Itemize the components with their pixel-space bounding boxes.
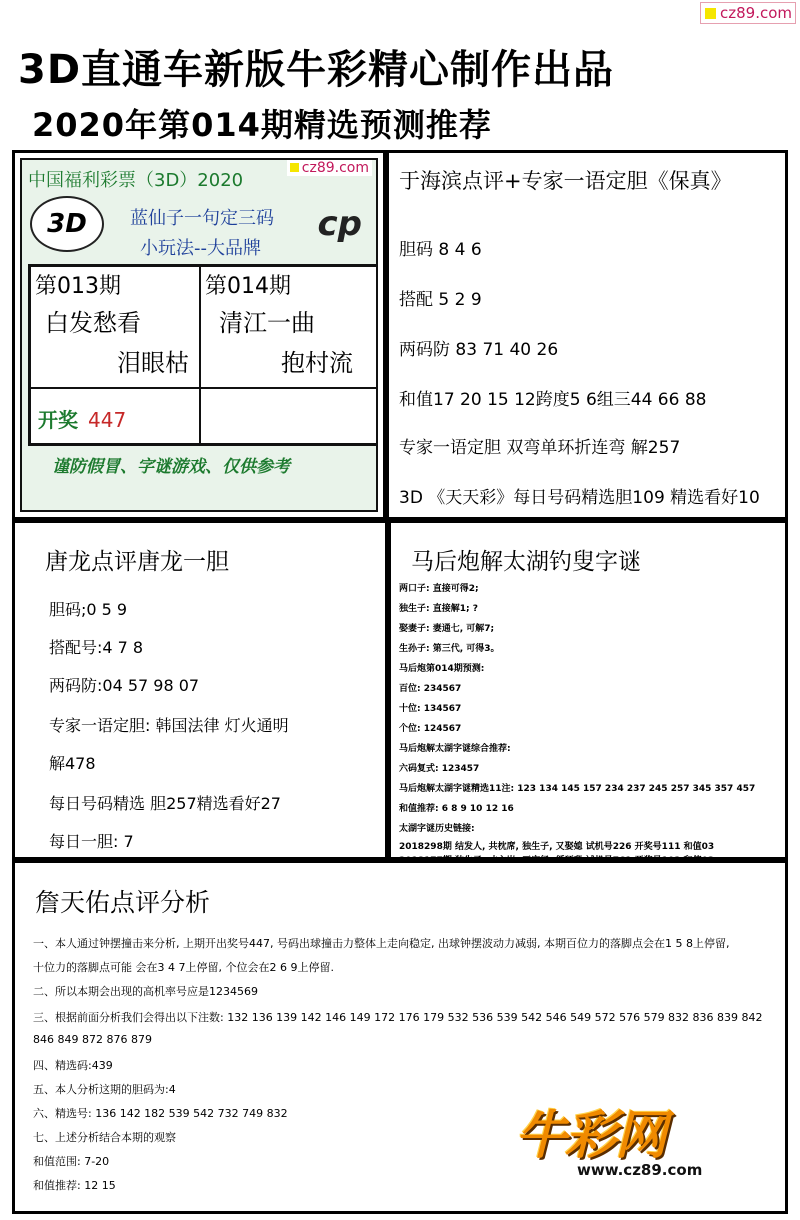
brand-name: 牛彩网 — [515, 1106, 666, 1166]
mahoupao-line: 2018298期 结发人, 共枕席, 独生子, 又娶媳 试机号226 开奖号111 和值03 — [399, 842, 715, 852]
zhan-line: 五、本人分析这期的胆码为:4 — [33, 1083, 176, 1096]
prev-period-cell — [30, 266, 200, 388]
curr-period-cell — [200, 266, 378, 388]
page-title: 3D直通车新版牛彩精心制作出品 — [18, 47, 615, 93]
mahoupao-line: 马后炮解太湖字谜精选11注: 123 134 145 157 234 237 245 257 345 357 457 — [399, 784, 756, 794]
zhan-line: 和值推荐: 12 15 — [33, 1179, 116, 1192]
poster-grid — [28, 264, 378, 446]
zhan-title: 詹天佑点评分析 — [35, 888, 211, 917]
mahoupao-title: 马后炮解太湖钓叟字谜 — [411, 549, 641, 575]
mahoupao-line: 生孙子: 第三代, 可得3。 — [399, 644, 500, 654]
yellow-square-icon — [705, 8, 716, 19]
curr-period: 第014期 — [205, 274, 291, 299]
draw-label: 开奖 — [38, 408, 78, 432]
yuhaibin-panel — [386, 150, 788, 520]
poster-watermark-text: cz89.com — [301, 160, 369, 176]
mahoupao-line: 和值推荐: 6 8 9 10 12 16 — [399, 804, 514, 814]
lottery-poster-panel — [12, 150, 386, 520]
mahoupao-line: 独生子: 直接解1; ? — [399, 604, 478, 614]
yuhaibin-line: 专家一语定胆 双弯单环折连弯 解257 — [399, 438, 681, 458]
watermark-text: cz89.com — [720, 4, 793, 22]
prev-riddle-line-1: 白发愁看 — [45, 309, 141, 337]
yuhaibin-title: 于海滨点评+专家一语定胆《保真》 — [399, 169, 732, 193]
tanglong-line: 胆码;0 5 9 — [49, 600, 128, 619]
poster-card — [20, 158, 378, 512]
draw-result — [38, 404, 126, 433]
zhan-line: 四、精选码:439 — [33, 1059, 113, 1072]
tanglong-title: 唐龙点评唐龙一胆 — [45, 549, 229, 575]
curr-riddle-line-2: 抱村流 — [281, 349, 353, 377]
poster-header: 中国福利彩票（3D）2020 — [28, 170, 244, 191]
tanglong-line: 解478 — [49, 754, 96, 773]
yuhaibin-line: 胆码 8 4 6 — [399, 240, 482, 260]
mahoupao-line: 百位: 234567 — [399, 684, 462, 694]
tanglong-line: 专家一语定胆: 韩国法律 灯火通明 — [49, 716, 289, 735]
poster-footer: 谨防假冒、字谜游戏、仅供参考 — [52, 457, 290, 477]
zhan-line: 二、所以本期会出现的高机率号应是1234569 — [33, 985, 258, 998]
prev-riddle-line-2: 泪眼枯 — [117, 349, 189, 377]
zhan-line: 和值范围: 7-20 — [33, 1155, 110, 1168]
zhan-line: 十位力的落脚点可能 会在3 4 7上停留, 个位会在2 6 9上停留. — [33, 961, 334, 974]
draw-number: 447 — [88, 408, 127, 432]
curr-riddle-line-1: 清江一曲 — [219, 309, 315, 337]
mahoupao-line: 马后炮解太湖字谜综合推荐: — [399, 744, 511, 754]
yuhaibin-line: 和值17 20 15 12跨度5 6组三44 66 88 — [399, 390, 707, 410]
mahoupao-line: 娶妻子: 妻通七, 可解7; — [399, 624, 495, 634]
yuhaibin-line: 搭配 5 2 9 — [399, 290, 482, 310]
page-subtitle: 2020年第014期精选预测推荐 — [32, 106, 492, 144]
zhan-line: 七、上述分析结合本期的观察 — [33, 1131, 176, 1144]
poster-slogan-1: 蓝仙子一句定三码 — [130, 208, 274, 229]
zhan-analysis-panel — [12, 860, 788, 1214]
zhan-line: 846 849 872 876 879 — [33, 1033, 152, 1046]
mahoupao-line: 两口子: 直接可得2; — [399, 584, 479, 594]
zhan-line: 三、根据前面分析我们会得出以下注数: 132 136 139 142 146 149 172 176 179 532 536 539 542 546 549 572 576 579 832 836 839 842 — [33, 1011, 763, 1024]
cp-logo: cp — [317, 204, 362, 244]
poster-slogan-2: 小玩法--大品牌 — [140, 238, 261, 259]
yellow-square-icon — [290, 163, 299, 172]
poster-watermark — [287, 160, 372, 176]
zhan-line: 六、精选号: 136 142 182 539 542 732 749 832 — [33, 1107, 288, 1120]
tanglong-line: 每日号码精选 胆257精选看好27 — [49, 794, 281, 813]
mahoupao-line: 六码复式: 123457 — [399, 764, 480, 774]
mahoupao-line: 十位: 134567 — [399, 704, 462, 714]
prev-period: 第013期 — [35, 274, 121, 299]
mahoupao-panel — [388, 520, 788, 860]
tanglong-line: 搭配号:4 7 8 — [49, 638, 144, 657]
3d-logo: 3D — [30, 196, 104, 252]
empty-cell — [200, 388, 378, 444]
tanglong-line: 两码防:04 57 98 07 — [49, 676, 200, 695]
yuhaibin-line: 两码防 83 71 40 26 — [399, 340, 559, 360]
mahoupao-line: 马后炮第014期预测: — [399, 664, 485, 674]
brand-url: www.cz89.com — [577, 1161, 703, 1179]
tanglong-panel — [12, 520, 388, 860]
zhan-line: 一、本人通过钟摆撞击来分析, 上期开出奖号447, 号码出球撞击力整体上走向稳定, 出球钟摆波动力减弱, 本期百位力的落脚点会在1 5 8上停留, — [33, 937, 730, 950]
watermark-badge — [700, 2, 796, 24]
tanglong-line: 每日一胆: 7 — [49, 832, 134, 851]
mahoupao-line: 太湖字谜历史链接: — [399, 824, 475, 834]
cz89-brand-logo — [515, 1093, 765, 1193]
mahoupao-line: 个位: 124567 — [399, 724, 462, 734]
yuhaibin-line: 3D 《天天彩》每日号码精选胆109 精选看好10 — [399, 488, 760, 508]
